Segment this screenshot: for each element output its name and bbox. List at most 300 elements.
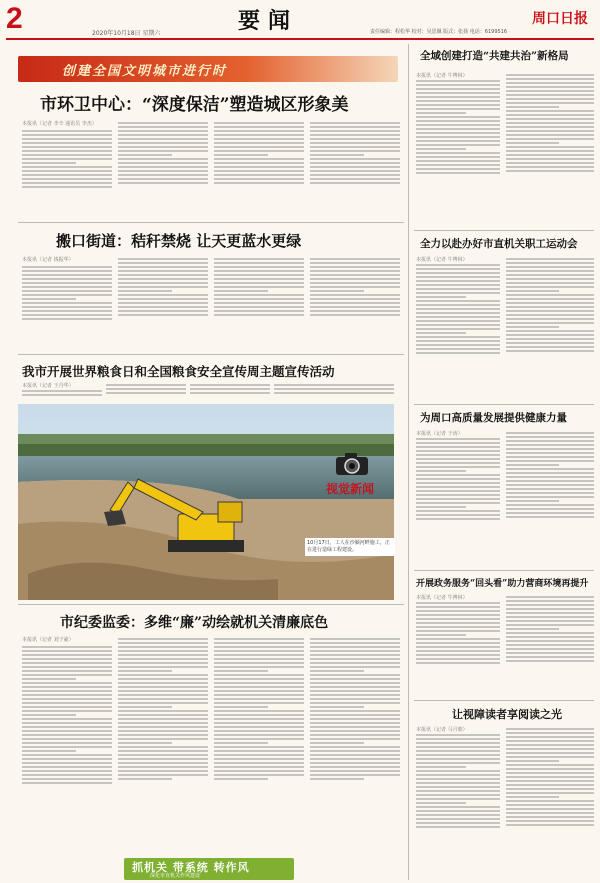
text-line (506, 310, 594, 312)
text-line (310, 766, 400, 768)
text-line (118, 714, 208, 716)
text-line (506, 350, 594, 352)
headline: 让视障读者享阅读之光 (452, 708, 562, 721)
text-line (22, 734, 112, 736)
text-line (416, 482, 500, 484)
text-line (416, 100, 500, 102)
text-line (310, 294, 400, 296)
newspaper-brand: 周口日报 (532, 11, 588, 27)
text-line (506, 166, 594, 168)
text-line (416, 272, 500, 274)
text-line (214, 698, 304, 700)
text-line (416, 818, 500, 820)
text-line (310, 266, 400, 268)
article-body (214, 120, 304, 218)
text-line (310, 130, 400, 132)
section-rule (414, 404, 594, 405)
text-line (22, 770, 112, 772)
text-line (22, 314, 112, 316)
text-line (118, 290, 172, 292)
text-line (416, 774, 500, 776)
text-line (214, 650, 304, 652)
text-line (310, 174, 400, 176)
text-line (310, 138, 400, 140)
text-line (22, 754, 112, 756)
text-line (506, 150, 594, 152)
text-line (506, 82, 594, 84)
text-line (416, 352, 500, 354)
text-line (506, 90, 594, 92)
text-line (118, 746, 208, 748)
text-line (22, 390, 102, 392)
text-line (22, 782, 112, 784)
byline: 本报讯（记者 牛博林） (416, 595, 468, 601)
text-line (214, 686, 304, 688)
article-body (310, 256, 400, 348)
article-body (310, 120, 400, 218)
text-line (22, 162, 76, 164)
text-line (118, 762, 208, 764)
text-line (416, 300, 500, 302)
text-line (506, 142, 559, 144)
text-line (506, 334, 594, 336)
text-line (22, 722, 112, 724)
section-rule (18, 354, 404, 355)
text-line (22, 774, 112, 776)
campaign-banner-text: 创建全国文明城市进行时 (62, 64, 228, 79)
text-line (190, 388, 270, 390)
text-line (310, 166, 400, 168)
text-line (214, 158, 304, 160)
text-line (310, 650, 400, 652)
text-line (214, 646, 304, 648)
text-line (214, 166, 304, 168)
text-line (118, 142, 208, 144)
text-line (416, 124, 500, 126)
text-line (22, 738, 112, 740)
bottom-banner-title: 抓机关 带系统 转作风 (132, 861, 250, 874)
text-line (310, 710, 400, 712)
text-line (214, 278, 304, 280)
text-line (214, 298, 304, 300)
text-line (118, 678, 208, 680)
editors-info: 责任编辑：程松华 校对：吴思佩 版式：张扬 电话：6199516 (370, 29, 508, 35)
text-line (310, 314, 400, 316)
text-line (310, 778, 364, 780)
text-line (22, 702, 112, 704)
text-line (310, 758, 400, 760)
text-line (416, 746, 500, 748)
text-line (22, 682, 112, 684)
text-line (506, 326, 559, 328)
text-line (416, 650, 500, 652)
text-line (118, 774, 208, 776)
text-line (416, 638, 500, 640)
text-line (506, 772, 594, 774)
text-line (506, 130, 594, 132)
text-line (506, 154, 594, 156)
text-line (22, 282, 112, 284)
text-line (506, 460, 594, 462)
section-rule (414, 700, 594, 701)
text-line (416, 606, 500, 608)
text-line (416, 658, 500, 660)
text-line (214, 746, 304, 748)
text-line (22, 174, 112, 176)
text-line (416, 164, 500, 166)
text-line (118, 314, 208, 316)
text-line (22, 186, 112, 188)
text-line (214, 726, 304, 728)
text-line (118, 766, 208, 768)
text-line (416, 92, 500, 94)
page-number: 2 (6, 2, 23, 35)
text-line (118, 130, 208, 132)
text-line (310, 754, 400, 756)
article-body (22, 644, 112, 854)
text-line (506, 338, 594, 340)
article-body (506, 72, 594, 226)
text-line (274, 384, 394, 386)
text-line (214, 734, 304, 736)
text-line (214, 678, 304, 680)
text-line (214, 774, 304, 776)
text-line (416, 296, 466, 298)
text-line (214, 302, 304, 304)
text-line (118, 146, 208, 148)
text-line (214, 770, 304, 772)
text-line (416, 316, 500, 318)
text-line (214, 674, 304, 676)
text-line (416, 462, 500, 464)
text-line (118, 270, 208, 272)
bottom-banner-subtitle: 深化市直机关作风建设 (150, 873, 201, 879)
text-line (416, 276, 500, 278)
section-rule (414, 230, 594, 231)
text-line (416, 328, 500, 330)
visual-news-label: 视觉新闻 (326, 482, 375, 496)
text-line (416, 486, 500, 488)
text-line (214, 170, 304, 172)
text-line (416, 96, 500, 98)
text-line (214, 266, 304, 268)
text-line (506, 500, 559, 502)
text-line (274, 392, 394, 394)
text-line (310, 178, 400, 180)
text-line (506, 78, 594, 80)
text-line (310, 642, 400, 644)
text-line (416, 160, 500, 162)
text-line (310, 270, 400, 272)
text-line (22, 766, 112, 768)
article-body (22, 388, 102, 402)
text-line (506, 732, 594, 734)
article-body (416, 600, 500, 696)
text-line (214, 182, 304, 184)
text-line (118, 122, 208, 124)
text-line (506, 122, 594, 124)
text-line (214, 638, 304, 640)
text-line (416, 132, 500, 134)
text-line (416, 490, 500, 492)
text-line (310, 678, 400, 680)
text-line (118, 750, 208, 752)
article-body (416, 732, 500, 878)
text-line (506, 776, 594, 778)
text-line (214, 138, 304, 140)
text-line (22, 294, 112, 296)
text-line (506, 600, 594, 602)
text-line (506, 270, 594, 272)
text-line (118, 726, 208, 728)
text-line (22, 646, 112, 648)
text-line (506, 258, 594, 260)
text-line (416, 340, 500, 342)
article-body (506, 594, 594, 696)
text-line (22, 778, 112, 780)
text-line (416, 494, 500, 496)
text-line (214, 706, 268, 708)
text-line (416, 152, 500, 154)
text-line (506, 294, 594, 296)
text-line (22, 686, 112, 688)
headline: 市纪委监委：多维“廉”动绘就机关清廉底色 (60, 615, 329, 631)
text-line (214, 258, 304, 260)
text-line (22, 706, 112, 708)
text-line (118, 718, 208, 720)
text-line (214, 314, 304, 316)
text-line (506, 768, 594, 770)
text-line (214, 694, 304, 696)
text-line (274, 388, 394, 390)
text-line (214, 174, 304, 176)
section-title: 要闻 (238, 8, 299, 34)
text-line (214, 666, 304, 668)
text-line (506, 102, 594, 104)
text-line (506, 266, 594, 268)
text-line (118, 134, 208, 136)
text-line (214, 282, 304, 284)
text-line (416, 80, 500, 82)
text-line (22, 274, 112, 276)
text-line (416, 308, 500, 310)
article-body (214, 256, 304, 348)
headline: 全力以赴办好市直机关职工运动会 (420, 238, 578, 250)
text-line (118, 742, 172, 744)
text-line (310, 278, 400, 280)
text-line (416, 634, 466, 636)
issue-date: 2020年10月18日 星期六 (92, 30, 161, 37)
text-line (118, 138, 208, 140)
text-line (506, 512, 594, 514)
text-line (22, 138, 112, 140)
text-line (22, 658, 112, 660)
text-line (506, 804, 594, 806)
text-line (416, 498, 500, 500)
text-line (214, 682, 304, 684)
text-line (310, 298, 400, 300)
text-line (310, 262, 400, 264)
text-line (118, 166, 208, 168)
text-line (214, 722, 304, 724)
text-line (416, 770, 500, 772)
text-line (416, 470, 466, 472)
article-body (190, 382, 270, 402)
text-line (310, 654, 400, 656)
text-line (22, 318, 112, 320)
text-line (506, 816, 594, 818)
text-line (416, 510, 500, 512)
text-line (416, 822, 500, 824)
text-line (506, 452, 594, 454)
text-line (310, 770, 400, 772)
text-line (310, 310, 400, 312)
text-line (416, 514, 500, 516)
text-line (506, 170, 594, 172)
text-line (506, 468, 594, 470)
text-line (310, 674, 400, 676)
text-line (118, 690, 208, 692)
text-line (22, 714, 76, 716)
text-line (506, 808, 594, 810)
text-line (22, 158, 112, 160)
text-line (506, 464, 559, 466)
text-line (310, 718, 400, 720)
article-body (274, 382, 394, 402)
text-line (214, 762, 304, 764)
text-line (118, 686, 208, 688)
text-line (506, 158, 594, 160)
article-body (22, 264, 112, 348)
photo-caption: 10月17日，工人在沙颍河畔施工，正在进行造绿工程建设。 (305, 538, 395, 556)
text-line (118, 638, 208, 640)
article-body (118, 120, 208, 218)
text-line (416, 104, 500, 106)
text-line (214, 162, 304, 164)
page-header (0, 0, 600, 42)
text-line (506, 812, 594, 814)
text-line (310, 726, 400, 728)
text-line (416, 610, 500, 612)
byline: 本报讯（记者 马月朝） (416, 727, 468, 733)
text-line (506, 456, 594, 458)
text-line (22, 306, 112, 308)
text-line (310, 290, 364, 292)
text-line (416, 156, 500, 158)
text-line (416, 642, 500, 644)
text-line (310, 146, 400, 148)
text-line (310, 682, 400, 684)
text-line (310, 690, 400, 692)
text-line (310, 170, 400, 172)
text-line (190, 384, 270, 386)
text-line (310, 738, 400, 740)
text-line (118, 170, 208, 172)
text-line (506, 744, 594, 746)
text-line (506, 106, 559, 108)
text-line (506, 660, 594, 662)
text-line (22, 690, 112, 692)
text-line (118, 158, 208, 160)
text-line (506, 278, 594, 280)
text-line (416, 284, 500, 286)
text-line (22, 670, 112, 672)
text-line (118, 654, 208, 656)
text-line (506, 800, 594, 802)
text-line (214, 702, 304, 704)
text-line (506, 488, 594, 490)
header-rule (6, 38, 594, 40)
text-line (22, 674, 112, 676)
text-line (506, 298, 594, 300)
text-line (506, 274, 594, 276)
text-line (118, 674, 208, 676)
text-line (416, 506, 466, 508)
text-line (506, 620, 594, 622)
text-line (22, 726, 112, 728)
text-line (118, 154, 172, 156)
text-line (118, 722, 208, 724)
text-line (22, 146, 112, 148)
text-line (214, 710, 304, 712)
text-line (506, 624, 594, 626)
text-line (118, 670, 172, 672)
text-line (416, 738, 500, 740)
text-line (310, 638, 400, 640)
text-line (416, 84, 500, 86)
text-line (506, 346, 594, 348)
text-line (22, 154, 112, 156)
text-line (22, 678, 76, 680)
text-line (22, 394, 102, 396)
text-line (416, 280, 500, 282)
text-line (118, 174, 208, 176)
text-line (416, 810, 500, 812)
text-line (506, 496, 594, 498)
text-line (506, 110, 594, 112)
article-body (22, 128, 112, 218)
text-line (118, 738, 208, 740)
text-line (22, 710, 112, 712)
text-line (310, 306, 400, 308)
text-line (310, 762, 400, 764)
text-line (22, 266, 112, 268)
text-line (22, 182, 112, 184)
text-line (416, 446, 500, 448)
text-line (416, 168, 500, 170)
text-line (506, 736, 594, 738)
text-line (310, 274, 400, 276)
text-line (416, 786, 500, 788)
text-line (22, 278, 112, 280)
byline: 本报讯（记者 牛博林） (416, 73, 468, 79)
text-line (22, 142, 112, 144)
text-line (416, 144, 500, 146)
text-line (118, 310, 208, 312)
text-line (506, 824, 594, 826)
text-line (506, 504, 594, 506)
text-line (118, 266, 208, 268)
text-line (416, 312, 500, 314)
text-line (506, 616, 594, 618)
text-line (416, 802, 466, 804)
text-line (416, 128, 500, 130)
text-line (416, 662, 500, 664)
text-line (506, 784, 594, 786)
article-body (506, 256, 594, 400)
text-line (506, 728, 594, 730)
text-line (214, 178, 304, 180)
